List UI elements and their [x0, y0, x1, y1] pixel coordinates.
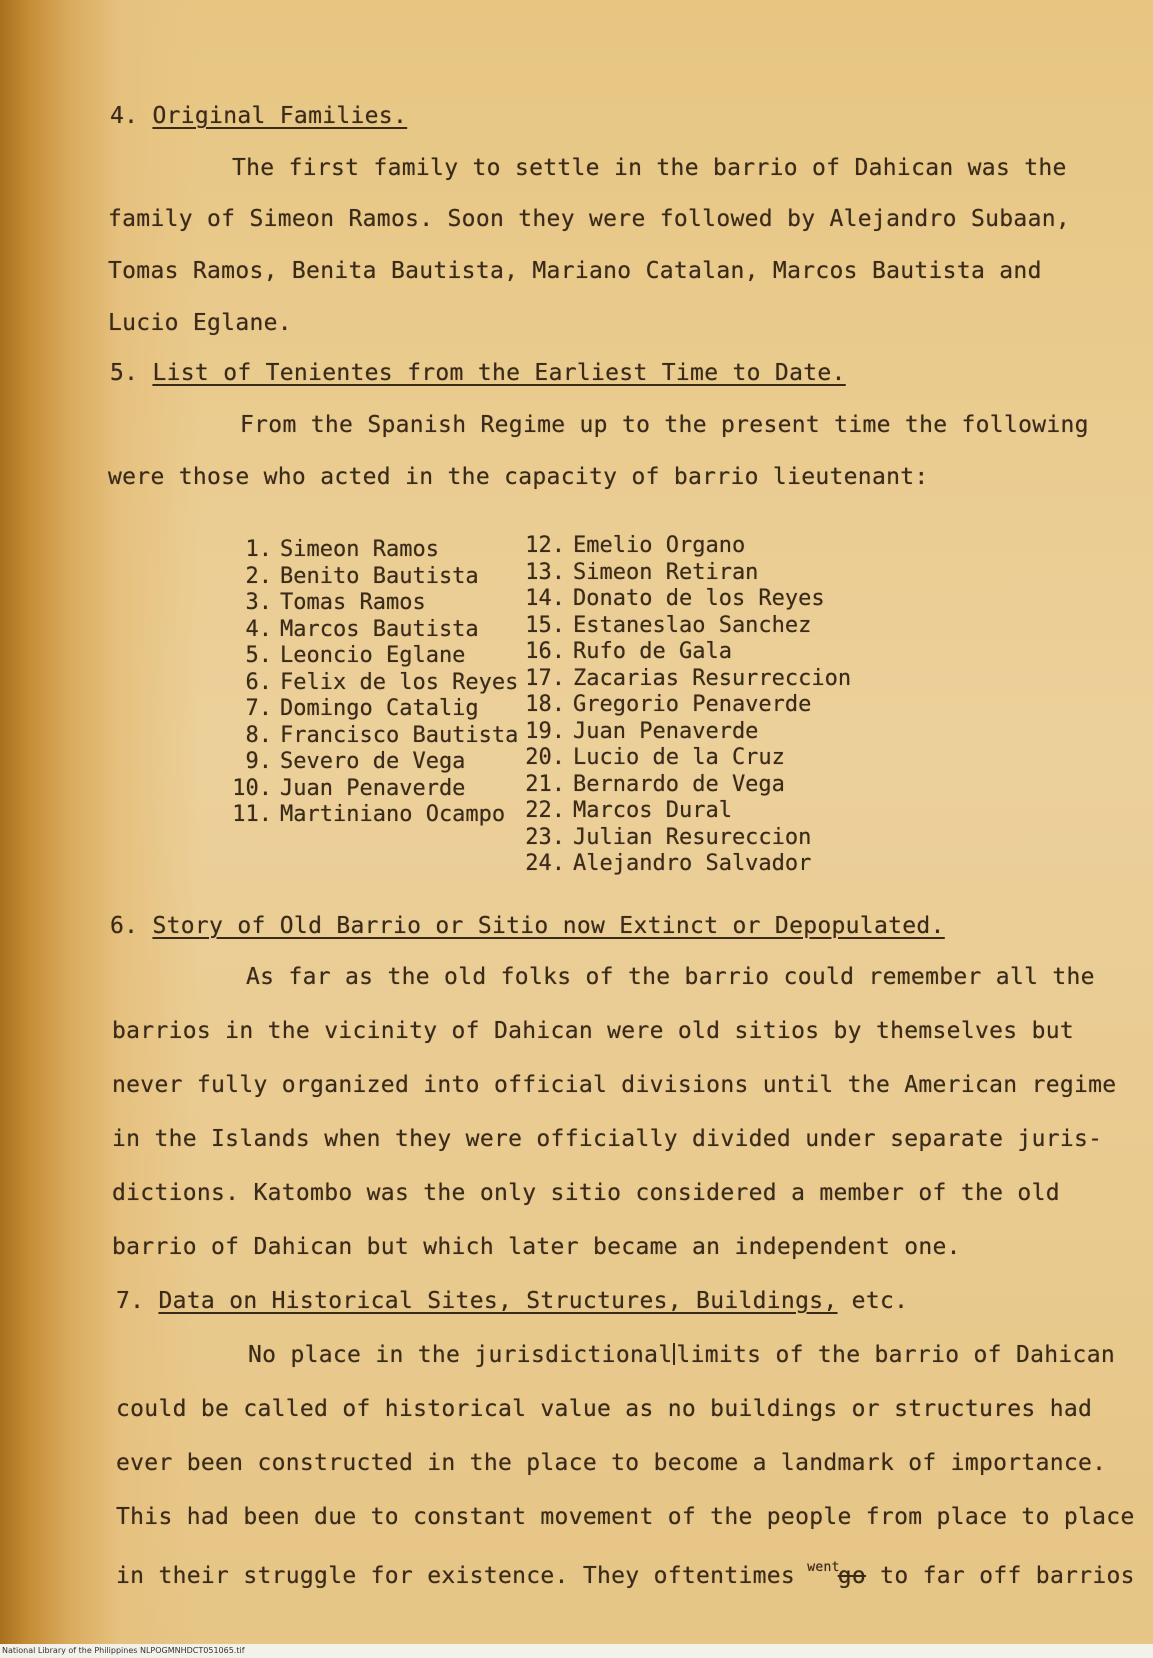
teniente-list-item: [515, 825, 851, 852]
list-item-name: Juan Penaverde: [573, 718, 759, 744]
list-item-name: Bernardo de Vega: [573, 771, 785, 797]
s6-line-4: in the Islands when they were officially divided under separate juris-: [112, 1126, 1103, 1152]
list-item-number: 12.: [525, 533, 565, 558]
teniente-list-item: [515, 639, 851, 666]
list-item-name: Alejandro Salvador: [573, 851, 812, 876]
teniente-list-item: [222, 802, 518, 829]
teniente-list-item: [515, 560, 851, 587]
teniente-list-item: [515, 666, 851, 693]
list-item-number: 15.: [525, 612, 565, 638]
list-item-number: 8.: [245, 722, 272, 748]
teniente-list-item: [222, 564, 518, 591]
s7-line-5-part-b: to far off barrios: [866, 1563, 1135, 1589]
list-item-name: Rufo de Gala: [573, 639, 732, 664]
s6-line-3: never fully organized into official divisions until the American regime: [112, 1072, 1117, 1098]
list-item-name: Marcos Dural: [573, 798, 732, 823]
s7-line-2: could be called of historical value as no buildings or structures had: [116, 1396, 1093, 1422]
s7-line-4: This had been due to constant movement of the people from place to place: [116, 1504, 1135, 1530]
teniente-list-item: [515, 745, 851, 772]
section-5-number: 5.: [110, 360, 139, 386]
list-item-number: 3.: [245, 590, 272, 615]
teniente-list-item: [515, 692, 851, 719]
teniente-list-item: [515, 533, 851, 560]
list-item-number: 20.: [525, 745, 565, 770]
list-item-number: 23.: [525, 824, 565, 850]
list-item-name: Julian Resureccion: [573, 824, 812, 850]
s6-line-2: barrios in the vicinity of Dahican were old sitios by themselves but: [112, 1018, 1075, 1044]
list-item-number: 17.: [525, 665, 565, 691]
list-item-name: Lucio de la Cruz: [573, 745, 785, 770]
list-item-name: Severo de Vega: [280, 749, 466, 774]
section-5-title: List of Tenientes from the Earliest Time to Date.: [152, 360, 846, 386]
s6-line-1: As far as the old folks of the barrio could remember all the: [246, 964, 1095, 990]
list-item-name: Estaneslao Sanchez: [573, 612, 812, 638]
list-item-number: 22.: [525, 798, 565, 823]
s4-line-3: Tomas Ramos, Benita Bautista, Mariano Catalan, Marcos Bautista and: [108, 258, 1042, 284]
section-6-heading: [110, 913, 945, 939]
list-item-name: Leoncio Eglane: [280, 643, 466, 668]
list-item-name: Zacarias Resurreccion: [573, 665, 852, 691]
list-item-number: 21.: [525, 771, 565, 797]
s4-line-1: The first family to settle in the barrio of Dahican was the: [232, 155, 1067, 181]
list-item-name: Simeon Ramos: [280, 537, 439, 562]
s7-line-1-part-a: No place in the jurisdictional: [248, 1342, 673, 1368]
archive-footer: National Library of the Philippines NLPOGMNHDCT051065.tif: [0, 1644, 1153, 1658]
tenientes-list-left: [222, 537, 518, 829]
section-7-title: Data on Historical Sites, Structures, Buildings,: [158, 1288, 838, 1314]
teniente-list-item: [222, 696, 518, 723]
list-item-number: 7.: [245, 696, 272, 721]
section-7-title-tail: etc.: [837, 1288, 909, 1314]
section-4-title: Original Families.: [152, 103, 408, 129]
handwritten-insert: went: [807, 1560, 840, 1575]
teniente-list-item: [515, 851, 851, 878]
teniente-list-item: [515, 613, 851, 640]
teniente-list-item: [222, 670, 518, 697]
s5-line-1: From the Spanish Regime up to the present time the following: [240, 412, 1089, 438]
list-item-name: Francisco Bautista: [280, 722, 519, 748]
list-item-name: Marcos Bautista: [280, 616, 479, 642]
list-item-number: 9.: [245, 749, 272, 774]
list-item-number: 11.: [232, 802, 272, 827]
s4-line-2: family of Simeon Ramos. Soon they were followed by Alejandro Subaan,: [108, 206, 1071, 232]
list-item-name: Donato de los Reyes: [573, 586, 825, 611]
teniente-list-item: [222, 749, 518, 776]
teniente-list-item: [222, 537, 518, 564]
list-item-name: Simeon Retiran: [573, 559, 759, 585]
s7-line-3: ever been constructed in the place to become a landmark of importance.: [116, 1450, 1107, 1476]
list-item-name: Gregorio Penaverde: [573, 692, 812, 717]
list-item-number: 13.: [525, 559, 565, 585]
s4-line-4: Lucio Eglane.: [108, 310, 292, 336]
list-item-number: 10.: [232, 775, 272, 801]
list-item-number: 14.: [525, 586, 565, 611]
section-4-number: 4.: [110, 103, 139, 129]
section-6-number: 6.: [110, 913, 139, 939]
s7-line-1-part-b: limits of the barrio of Dahican: [676, 1342, 1115, 1368]
list-item-number: 24.: [525, 851, 565, 876]
list-item-number: 19.: [525, 718, 565, 744]
list-item-number: 18.: [525, 692, 565, 717]
s7-line-5-part-a: in their struggle for existence. They oftentimes: [116, 1563, 810, 1589]
section-7-heading: [116, 1288, 908, 1314]
struck-word: go: [837, 1563, 867, 1589]
list-item-name: Benito Bautista: [280, 563, 479, 589]
s5-line-2: were those who acted in the capacity of barrio lieutenant:: [108, 464, 929, 490]
teniente-list-item: [222, 617, 518, 644]
s7-line-5: [116, 1560, 1135, 1589]
section-5-heading: [110, 360, 846, 386]
list-item-number: 6.: [245, 669, 272, 695]
section-7-number: 7.: [116, 1288, 145, 1314]
teniente-list-item: [515, 772, 851, 799]
list-item-number: 1.: [245, 537, 272, 562]
teniente-list-item: [222, 776, 518, 803]
bleed-through: [420, 88, 434, 114]
s7-line-1: [248, 1342, 1115, 1368]
list-item-name: Martiniano Ocampo: [280, 802, 506, 827]
list-item-name: Tomas Ramos: [280, 590, 426, 615]
section-6-title: Story of Old Barrio or Sitio now Extinct or Depopulated.: [152, 913, 945, 939]
list-item-name: Emelio Organo: [573, 533, 746, 558]
teniente-list-item: [222, 723, 518, 750]
tenientes-list-right: [515, 533, 851, 878]
list-item-name: Juan Penaverde: [280, 775, 466, 801]
s6-line-5: dictions. Katombo was the only sitio considered a member of the old: [112, 1180, 1060, 1206]
s6-line-6: barrio of Dahican but which later became an independent one.: [112, 1234, 961, 1260]
list-item-number: 4.: [245, 616, 272, 642]
list-item-number: 5.: [245, 643, 272, 668]
teniente-list-item: [222, 643, 518, 670]
teniente-list-item: [515, 719, 851, 746]
list-item-name: Domingo Catalig: [280, 696, 479, 721]
teniente-list-item: [515, 798, 851, 825]
teniente-list-item: [222, 590, 518, 617]
teniente-list-item: [515, 586, 851, 613]
section-4-heading: [110, 103, 407, 129]
list-item-number: 16.: [525, 639, 565, 664]
list-item-number: 2.: [245, 563, 272, 589]
list-item-name: Felix de los Reyes: [280, 669, 519, 695]
